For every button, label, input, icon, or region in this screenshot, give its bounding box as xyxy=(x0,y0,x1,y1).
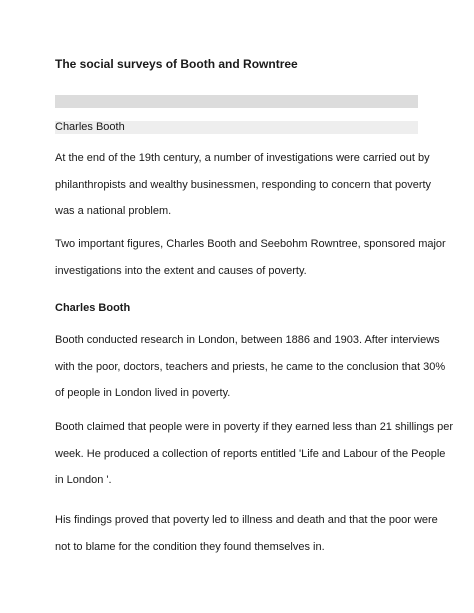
section-heading: Charles Booth xyxy=(55,302,131,314)
paragraph-intro xyxy=(55,145,432,225)
paragraph-line: His findings proved that poverty led to illness and death and that the poor were xyxy=(55,514,438,526)
paragraph-line: Booth conducted research in London, between 1886 and 1903. After interviews xyxy=(55,334,440,346)
paragraph-line: was a national problem. xyxy=(55,205,172,217)
gray-highlight-bar xyxy=(55,95,418,108)
paragraph-line: week. He produced a collection of reports entitled 'Life and Labour of the People xyxy=(55,447,446,460)
paragraph-line: in London '. xyxy=(55,474,112,486)
paragraph-line: investigations into the extent and causes of poverty. xyxy=(55,264,307,277)
paragraph-line: of people in London lived in poverty. xyxy=(55,387,231,399)
paragraph-line: Booth claimed that people were in poverty if they earned less than 21 shillings per xyxy=(55,421,454,433)
paragraph-line: with the poor, doctors, teachers and priests, he came to the conclusion that 30% xyxy=(55,360,446,373)
paragraph-claim xyxy=(55,414,454,494)
document-title: The social surveys of Booth and Rowntree xyxy=(55,57,298,71)
paragraph-line: not to blame for the condition they found themselves in. xyxy=(55,540,325,553)
paragraph-line: philanthropists and wealthy businessmen, responding to concern that poverty xyxy=(55,178,432,191)
paragraph-research xyxy=(55,327,446,407)
paragraph-figures xyxy=(55,231,446,284)
section-label: Charles Booth xyxy=(55,121,125,133)
paragraph-line: Two important figures, Charles Booth and Seebohm Rowntree, sponsored major xyxy=(55,238,446,250)
paragraph-line: At the end of the 19th century, a number of investigations were carried out by xyxy=(55,152,430,164)
paragraph-findings xyxy=(55,507,438,560)
